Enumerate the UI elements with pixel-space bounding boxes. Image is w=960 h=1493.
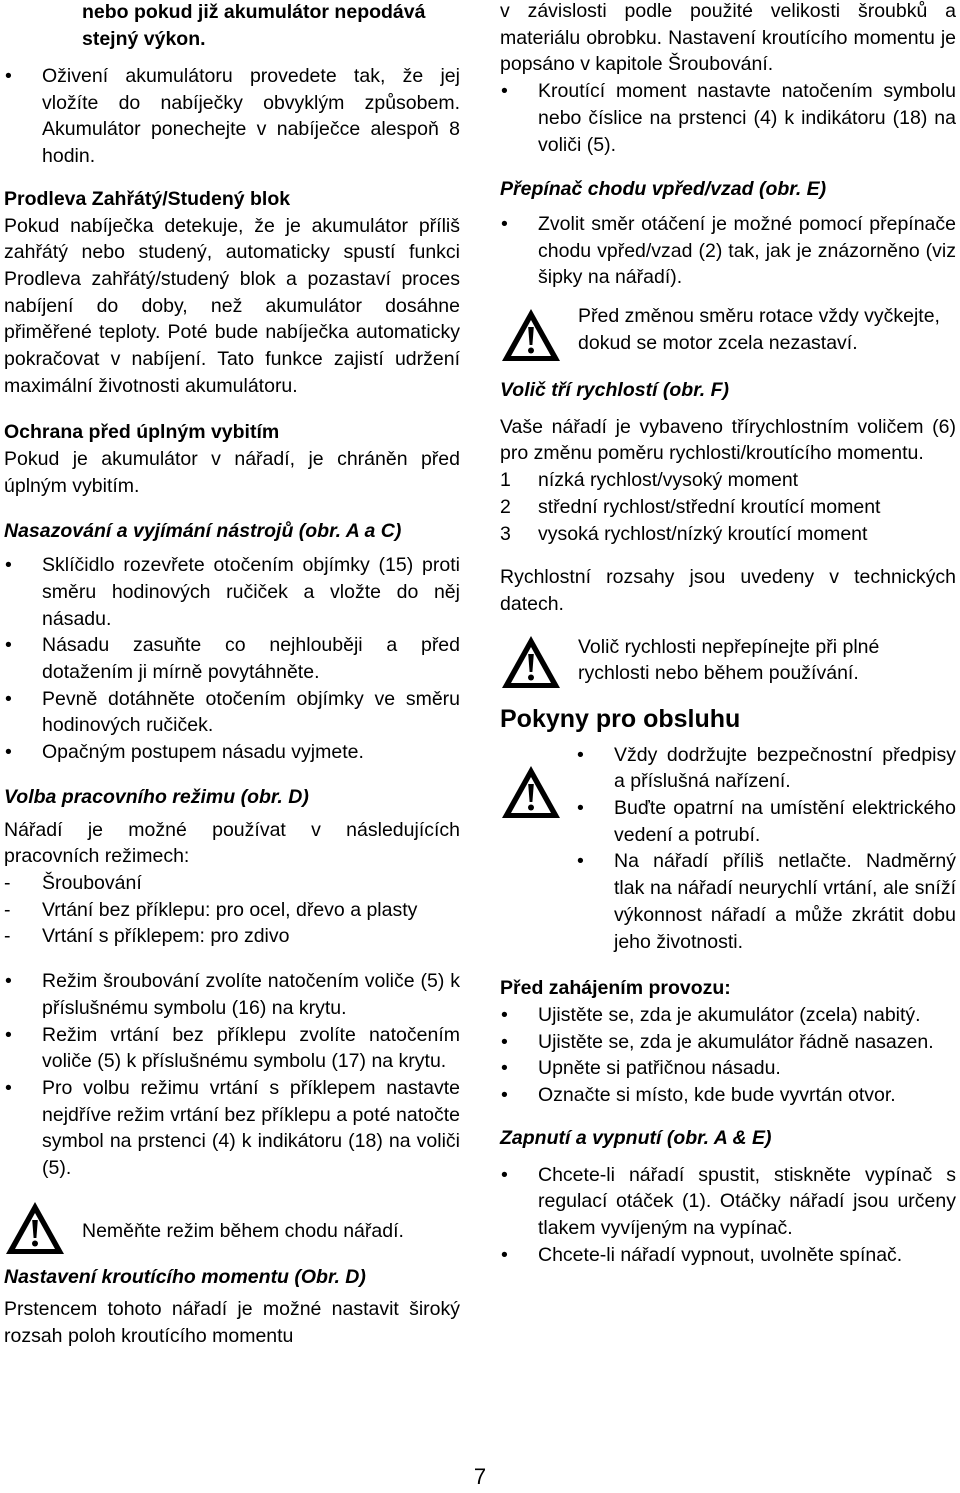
- bullet-item: • Vždy dodržujte bezpečnostní předpisy a příslušná nařízení.: [576, 742, 956, 795]
- delay-text: Pokud nabíječka detekuje, že je akumulátor příliš zahřátý nebo studený, automaticky spustí funkci Prodleva zahřátý/studený blok a pozastaví proces nabíjení do doby, než akumulátor dosáhne přiměřené teploty. Poté bude nabíječka automaticky pokračovat v nabíjení. Tato funkce zajistí udržení maximální životnosti akumulátoru.: [4, 214, 460, 397]
- direction-list: [500, 211, 956, 291]
- bullet-item: • Označte si místo, kde bude vyvrtán otvor.: [500, 1082, 956, 1109]
- right-column: [500, 0, 956, 1268]
- bullet-item: • Ujistěte se, zda je akumulátor řádně nasazen.: [500, 1029, 956, 1056]
- bullet-item: • Režim vrtání bez příklepu zvolíte natočením voliče (5) k příslušnému symbolu (17) na krytu.: [4, 1022, 460, 1075]
- switch-heading: Zapnutí a vypnutí (obr. A & E): [500, 1126, 772, 1149]
- before-start-heading: Před zahájením provozu:: [500, 977, 731, 1000]
- direction-warning-text: Před změnou směru rotace vždy vyčkejte, dokud se motor zcela nezastaví.: [578, 305, 940, 354]
- mode-warning-text: Neměňte režim během chodu nářadí.: [82, 1219, 404, 1242]
- protect-text: Pokud je akumulátor v nářadí, je chráněn před úplným vybitím.: [4, 448, 460, 497]
- mode-warning: [4, 1200, 460, 1256]
- dash-item: - Šroubování: [4, 871, 142, 894]
- speed-heading: Volič tří rychlostí (obr. F): [500, 379, 729, 402]
- bullet-item: • Pro volbu režimu vrtání s příklepem nastavte nejdříve režim vrtání bez příklepu a poté natočte symbol na prstenci (4) k indikátoru (18) na voliči (5).: [4, 1075, 460, 1182]
- bullet-item: • Buďte opatrní na umístění elektrického vedení a potrubí.: [576, 795, 956, 848]
- bullet-item: • Opačným postupem násadu vyjmete.: [4, 739, 460, 766]
- bullet-item: • Oživení akumulátoru provedete tak, že jej vložíte do nabíječky obvyklým způsobem. Akumulátor ponechejte v nabíječce alespoň 8 hodin.: [4, 63, 460, 170]
- warning-triangle-icon: [500, 764, 562, 820]
- bullet-item: • Režim šroubování zvolíte natočením voliče (5) k příslušnému symbolu (16) na krytu.: [4, 968, 460, 1021]
- direction-heading: Přepínač chodu vpřed/vzad (obr. E): [500, 178, 827, 201]
- switch-list: [500, 1162, 956, 1269]
- intro-bold-text: nebo pokud již akumulátor nepodává stejný výkon.: [82, 1, 426, 50]
- bullet-item: • Na nářadí příliš netlačte. Nadměrný tlak na nářadí neurychlí vrtání, ale sníží výkonnost nářadí a může zkrátit dobu jeho životnosti.: [576, 848, 956, 955]
- operation-list: [576, 742, 956, 956]
- protect-heading: Ochrana před úplným vybitím: [4, 421, 280, 444]
- torque-text-start: Prstencem tohoto nářadí je možné nastavit široký rozsah poloh kroutícího momentu: [4, 1298, 460, 1348]
- before-start-list: [500, 1002, 956, 1109]
- mode-heading: Volba pracovního režimu (obr. D): [4, 785, 309, 808]
- mode-dash-list: [4, 870, 460, 950]
- bullet-item: • Sklíčidlo rozevřete otočením objímky (15) proti směru hodinových ručiček a vložte do něj násadu.: [4, 552, 460, 632]
- operation-heading: Pokyny pro obsluhu: [500, 704, 741, 733]
- speed-text-2: Rychlostní rozsahy jsou uvedeny v technických datech.: [500, 566, 956, 615]
- warning-triangle-icon: [500, 634, 562, 690]
- speed-warning-text: Volič rychlosti nepřepínejte při plné rychlosti nebo během používání.: [578, 635, 880, 685]
- speed-text: Vaše nářadí je vybaveno třírychlostním voličem (6) pro změnu poměru rychlosti/kroutícího momentu.: [500, 415, 956, 465]
- bullet-item: • Chcete-li nářadí vypnout, uvolněte spínač.: [500, 1242, 956, 1269]
- speed-list: [500, 467, 956, 547]
- tools-list: [4, 552, 460, 766]
- tools-heading: Nasazování a vyjímání nástrojů (obr. A a C): [4, 519, 402, 542]
- torque-list: [500, 78, 956, 158]
- operation-warning: [500, 742, 956, 956]
- bullet-item: • Násadu zasuňte co nejhlouběji a před dotažením ji mírně povytáhněte.: [4, 632, 460, 685]
- mode-text: Nářadí je možné používat v následujících pracovních režimech:: [4, 818, 460, 868]
- left-column: [4, 0, 460, 1350]
- torque-heading: Nastavení kroutícího momentu (Obr. D): [4, 1265, 366, 1288]
- speed-item: 3 vysoká rychlost/nízký kroutící moment: [500, 522, 868, 545]
- dash-item: - Vrtání s příklepem: pro zdivo: [4, 925, 290, 948]
- page-number: 7: [473, 1464, 487, 1489]
- bullet-item: • Upněte si patřičnou násadu.: [500, 1055, 956, 1082]
- delay-heading: Prodleva Zahřátý/Studený blok: [4, 187, 291, 210]
- bullet-item: • Chcete-li nářadí spustit, stiskněte vypínač s regulací otáček (1). Otáčky nářadí jsou určeny tlakem vyvíjeným na vypínač.: [500, 1162, 956, 1242]
- speed-item: 1 nízká rychlost/vysoký moment: [500, 469, 799, 492]
- bullet-item: • Zvolit směr otáčení je možné pomocí přepínače chodu vpřed/vzad (2) tak, jak je znázorněno (viz šipky na nářadí).: [500, 211, 956, 291]
- revive-list: [4, 63, 460, 170]
- bullet-item: • Kroutící moment nastavte natočením symbolu nebo číslice na prstenci (4) k indikátoru (18) na voliči (5).: [500, 78, 956, 158]
- direction-warning: [500, 303, 956, 363]
- dash-item: - Vrtání bez příklepu: pro ocel, dřevo a plasty: [4, 898, 418, 921]
- bullet-item: • Ujistěte se, zda je akumulátor (zcela) nabitý.: [500, 1002, 956, 1029]
- torque-text-continued: v závislosti podle použité velikosti šroubků a materiálu obrobku. Nastavení kroutícího momentu je popsáno v kapitole Šroubování.: [500, 0, 956, 76]
- speed-item: 2 střední rychlost/střední kroutící moment: [500, 495, 881, 518]
- warning-triangle-icon: [4, 1200, 66, 1256]
- mode-list: [4, 968, 460, 1182]
- speed-warning: [500, 634, 956, 690]
- bullet-item: • Pevně dotáhněte otočením objímky ve směru hodinových ručiček.: [4, 686, 460, 739]
- warning-triangle-icon: [500, 307, 562, 363]
